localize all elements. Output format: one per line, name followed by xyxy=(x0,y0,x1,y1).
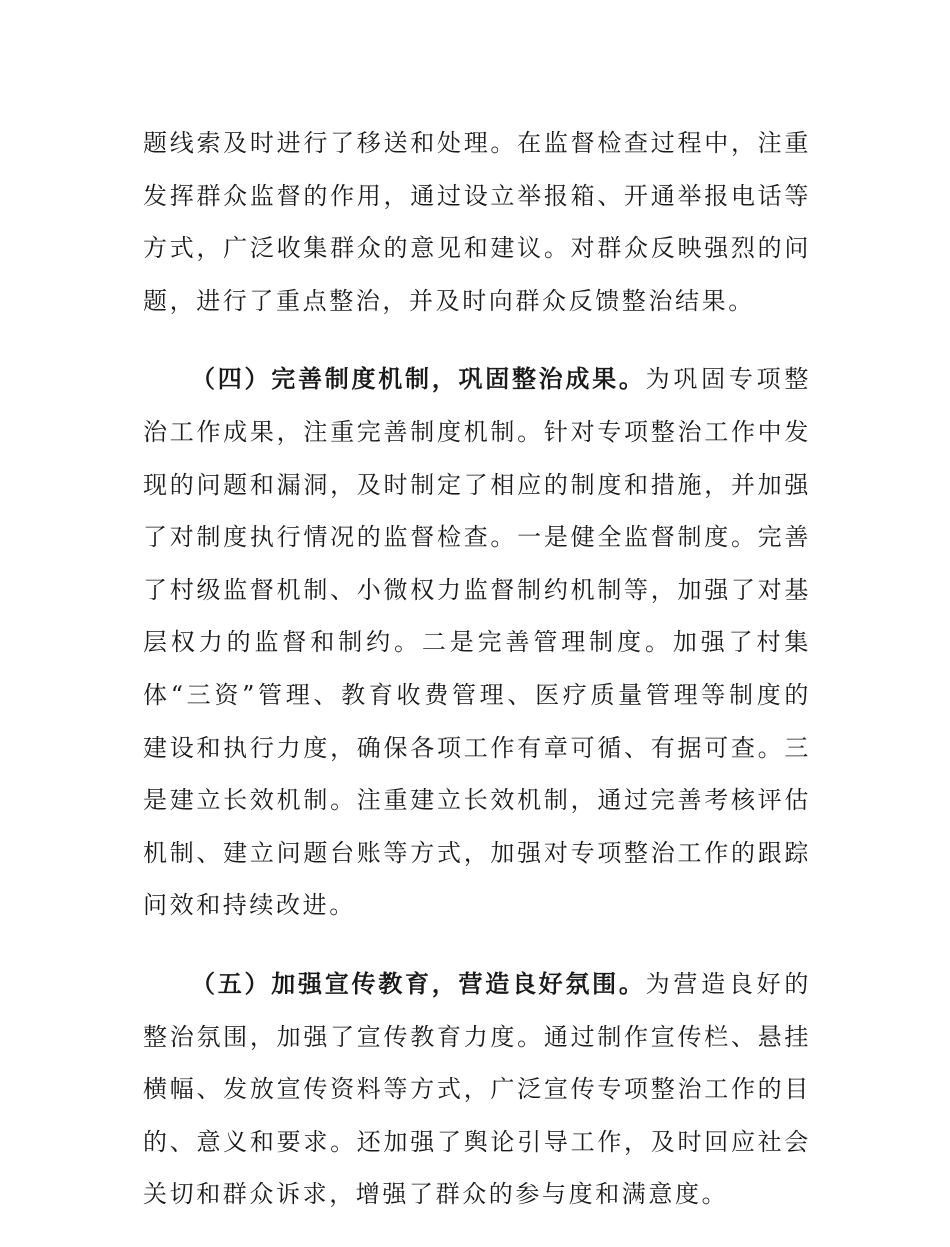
document-body xyxy=(143,117,811,1247)
paragraph-section-five xyxy=(143,958,811,1221)
paragraph-section-four xyxy=(143,353,811,932)
section-four-heading: （四）完善制度机制，巩固整治成果。 xyxy=(191,365,646,394)
paragraph-text: 题线索及时进行了移送和处理。在监督检查过程中，注重发挥群众监督的作用，通过设立举报箱、开通举报电话等方式，广泛收集群众的意见和建议。对群众反映强烈的问题，进行了重点整治，并及时向群众反馈整治结果。 xyxy=(143,129,811,315)
section-five-heading: （五）加强宣传教育，营造良好氛围。 xyxy=(191,969,646,998)
paragraph-text: 为营造良好的整治氛围，加强了宣传教育力度。通过制作宣传栏、悬挂横幅、发放宣传资料等方式，广泛宣传专项整治工作的目的、意义和要求。还加强了舆论引导工作，及时回应社会关切和群众诉求，增强了群众的参与度和满意度。 xyxy=(143,969,811,1209)
paragraph-text: 为巩固专项整治工作成果，注重完善制度机制。针对专项整治工作中发现的问题和漏洞，及时制定了相应的制度和措施，并加强了对制度执行情况的监督检查。一是健全监督制度。完善了村级监督机制、小微权力监督制约机制等，加强了对基层权力的监督和制约。二是完善管理制度。加强了村集体“三资”管理、教育收费管理、医疗质量管理等制度的建设和执行力度，确保各项工作有章可循、有据可查。三是建立长效机制。注重建立长效机制，通过完善考核评估机制、建立问题台账等方式，加强对专项整治工作的跟踪问效和持续改进。 xyxy=(143,365,811,920)
paragraph-continuation xyxy=(143,117,811,327)
